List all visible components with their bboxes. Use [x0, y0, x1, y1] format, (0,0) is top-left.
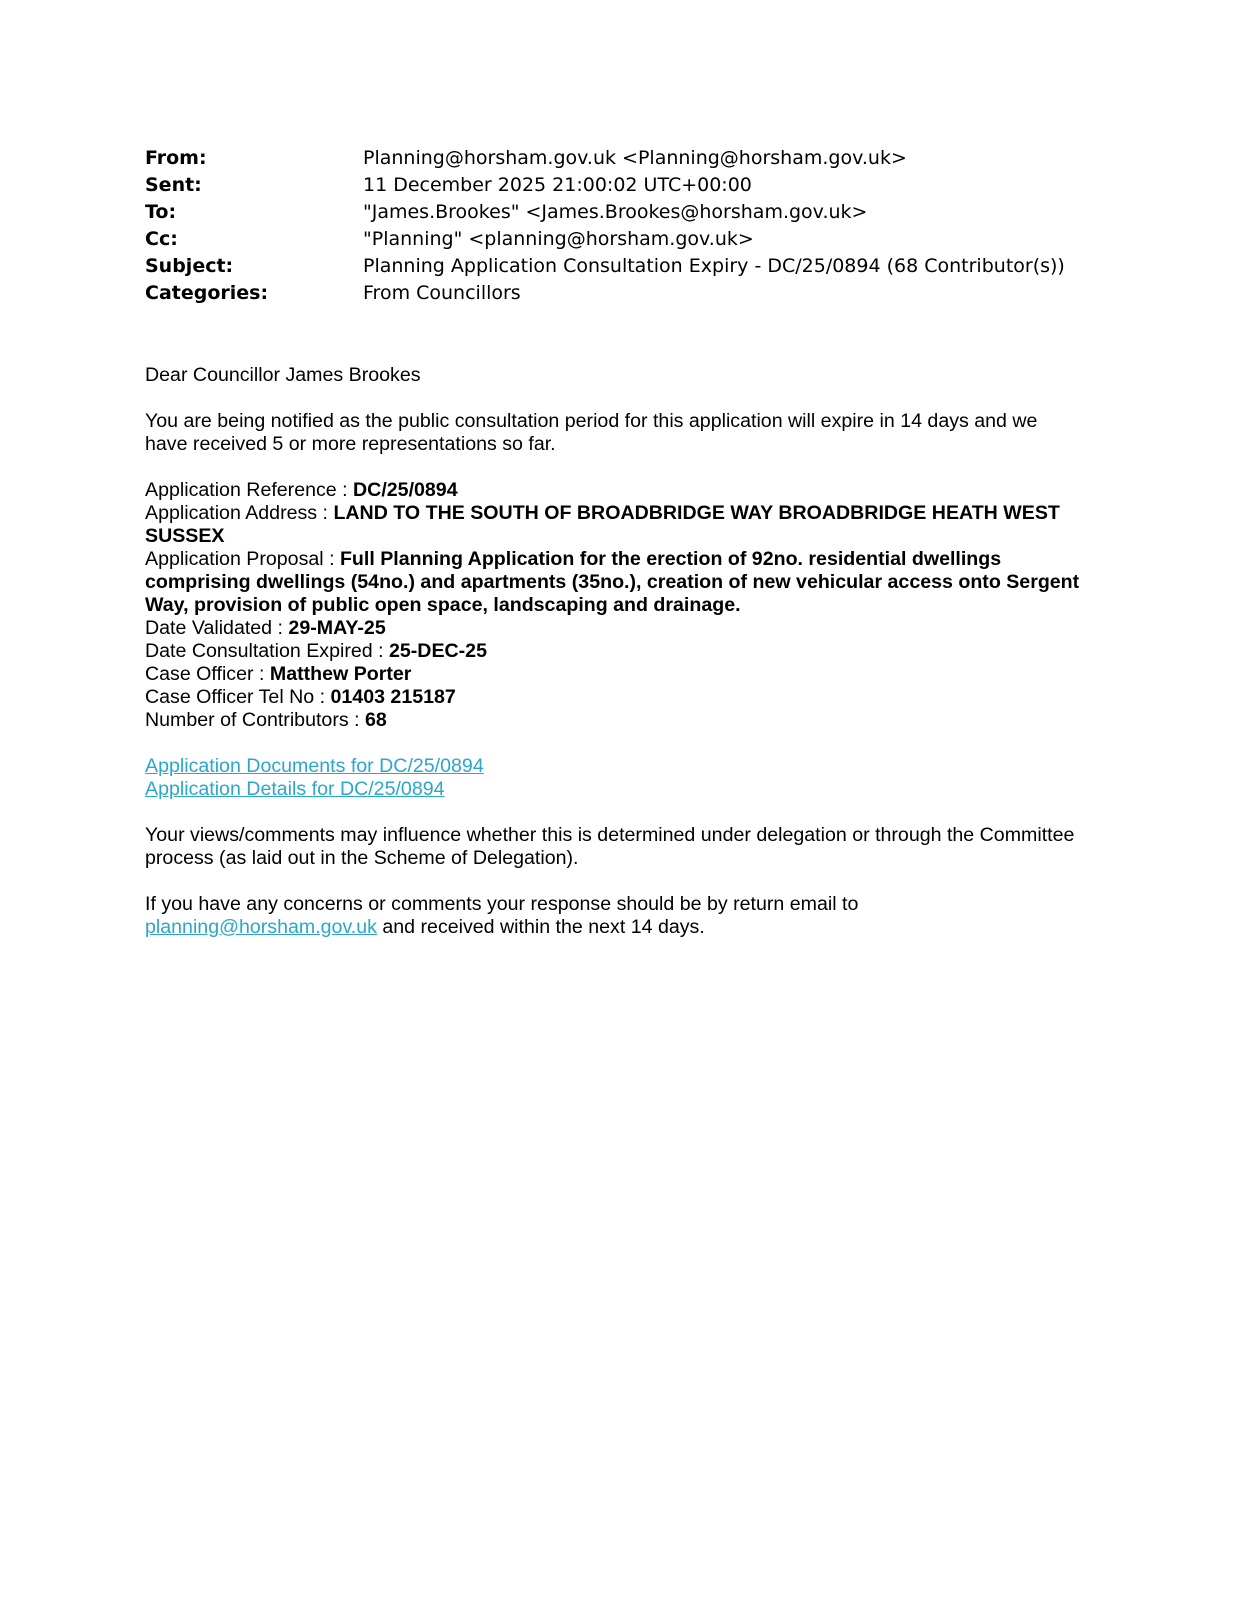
tel-line: [145, 686, 1085, 709]
to-value: "James.Brookes" <James.Brookes@horsham.gov.uk>: [363, 201, 868, 223]
response-text-before: If you have any concerns or comments your response should be by return email to: [145, 893, 859, 915]
planning-email-link[interactable]: planning@horsham.gov.uk: [145, 916, 377, 938]
categories-value: From Councillors: [363, 282, 521, 304]
reference-value: DC/25/0894: [353, 479, 458, 501]
proposal-value: Full Planning Application for the erection of 92no. residential dwellings comprising dwellings (54no.) and apartments (35no.), creation of new vehicular access onto Sergent Way, provision of public open space, landscaping and drainage.: [145, 548, 1080, 616]
cc-label: Cc:: [145, 228, 178, 250]
from-value: Planning@horsham.gov.uk <Planning@horsham.gov.uk>: [363, 147, 907, 169]
reference-line: [145, 479, 1085, 502]
documents-link-line: [145, 755, 1085, 778]
validated-line: [145, 617, 1085, 640]
categories-label: Categories:: [145, 282, 269, 304]
sent-label: Sent:: [145, 174, 202, 196]
intro-paragraph: You are being notified as the public consultation period for this application will expire in 14 days and we have received 5 or more representations so far.: [145, 410, 1038, 455]
from-row: [145, 145, 1105, 172]
expired-line: [145, 640, 1085, 663]
validated-value: 29-MAY-25: [288, 617, 386, 639]
subject-value: Planning Application Consultation Expiry - DC/25/0894 (68 Contributor(s)): [363, 255, 1065, 277]
contributors-line: [145, 709, 1085, 732]
subject-label: Subject:: [145, 255, 234, 277]
to-label: To:: [145, 201, 177, 223]
expired-label: Date Consultation Expired :: [145, 640, 389, 662]
tel-label: Case Officer Tel No :: [145, 686, 331, 708]
subject-row: [145, 253, 1105, 280]
details-link-line: [145, 778, 1085, 801]
email-body: [145, 364, 1085, 939]
application-details: [145, 479, 1085, 732]
tel-value: 01403 215187: [330, 686, 456, 708]
validated-label: Date Validated :: [145, 617, 289, 639]
contributors-value: 68: [364, 709, 387, 731]
categories-row: [145, 280, 1105, 307]
address-label: Application Address :: [145, 502, 334, 524]
application-documents-link[interactable]: Application Documents for DC/25/0894: [145, 755, 484, 777]
response-text-after: and received within the next 14 days.: [376, 916, 705, 938]
proposal-label: Application Proposal :: [145, 548, 340, 570]
application-details-link[interactable]: Application Details for DC/25/0894: [145, 778, 445, 800]
address-value: LAND TO THE SOUTH OF BROADBRIDGE WAY BROADBRIDGE HEATH WEST SUSSEX: [145, 502, 1060, 547]
to-row: [145, 199, 1105, 226]
officer-value: Matthew Porter: [269, 663, 412, 685]
officer-line: [145, 663, 1085, 686]
email-header: [145, 145, 1105, 307]
views-paragraph: Your views/comments may influence whether this is determined under delegation or through the Committee process (as laid out in the Scheme of Delegation).: [145, 824, 1075, 869]
response-paragraph: [145, 893, 1085, 939]
officer-label: Case Officer :: [145, 663, 270, 685]
reference-label: Application Reference :: [145, 479, 354, 501]
sent-row: [145, 172, 1105, 199]
contributors-label: Number of Contributors :: [145, 709, 365, 731]
sent-value: 11 December 2025 21:00:02 UTC+00:00: [363, 174, 752, 196]
expired-value: 25-DEC-25: [388, 640, 487, 662]
cc-row: [145, 226, 1105, 253]
cc-value: "Planning" <planning@horsham.gov.uk>: [363, 228, 754, 250]
greeting: Dear Councillor James Brookes: [145, 364, 421, 386]
from-label: From:: [145, 147, 207, 169]
address-line: [145, 502, 1085, 548]
proposal-line: [145, 548, 1085, 617]
